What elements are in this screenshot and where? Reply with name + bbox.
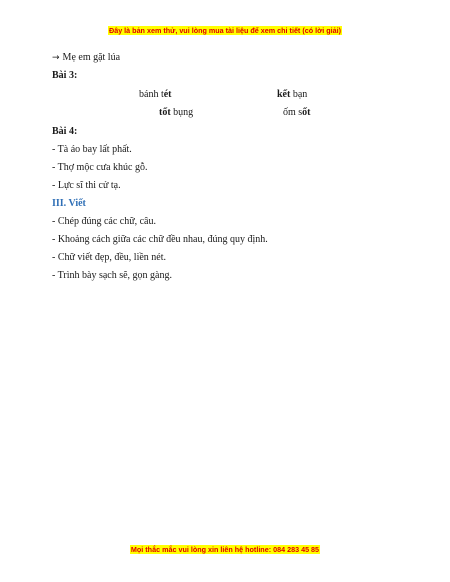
bai3-word-ket-ban: kết bạn	[277, 89, 308, 100]
bai3-word-tot-bung: tốt bụng	[159, 107, 194, 118]
section3-item: - Chữ viết đẹp, đều, liền nét.	[52, 252, 167, 263]
bai4-heading: Bài 4:	[52, 126, 78, 137]
section3-item: - Khoảng cách giữa các chữ đều nhau, đúng quy định.	[52, 234, 268, 245]
bai4-item: - Thợ mộc cưa khúc gỗ.	[52, 162, 148, 173]
answer-text: Mẹ em gặt lúa	[62, 52, 121, 63]
footer-notice-text: Mọi thắc mắc vui lòng xin liên hệ hotline: 084 283 45 85	[130, 545, 320, 554]
right-arrow-icon: →	[52, 53, 60, 63]
bai4-item: - Tà áo bay lất phất.	[52, 144, 132, 155]
bai3-word-banh-tet: bánh tét	[139, 89, 172, 100]
footer-notice	[0, 545, 450, 554]
header-notice-text: Đây là bản xem thử, vui lòng mua tài liệu để xem chi tiết (có lời giải)	[109, 26, 341, 35]
bai3-word-om-sot: ốm sốt	[283, 107, 311, 118]
header-notice	[0, 26, 450, 35]
answer-line	[52, 52, 120, 63]
bai3-heading: Bài 3:	[52, 70, 78, 81]
section3-heading: III. Viết	[52, 198, 86, 209]
bai4-item: - Lực sĩ thi cử tạ.	[52, 180, 121, 191]
section3-item: - Trình bày sạch sẽ, gọn gàng.	[52, 270, 172, 281]
section3-item: - Chép đúng các chữ, câu.	[52, 216, 156, 227]
